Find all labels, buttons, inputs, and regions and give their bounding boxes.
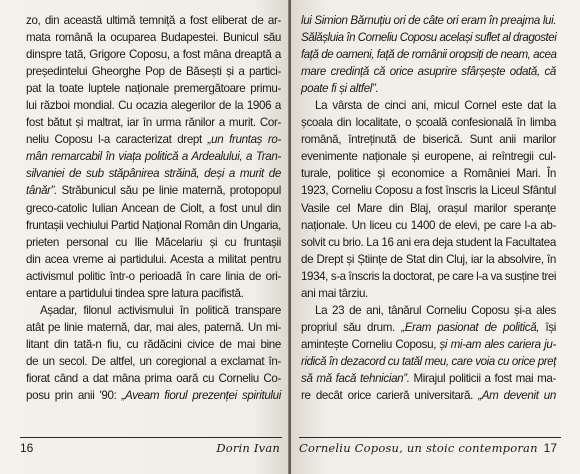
text-line <box>26 114 281 131</box>
text-line <box>301 336 556 353</box>
text-line <box>301 97 556 114</box>
text-line <box>26 370 281 387</box>
text-line <box>301 200 556 217</box>
text-run: 1923, Corneliu Coposu a fost înscris la Liceul Sfântul <box>301 184 556 198</box>
text-line <box>26 12 281 29</box>
text-run: La vârsta de cinci ani, micul Cornel este dat la <box>315 99 556 113</box>
italic-quote: „Eram pasionat de politică, <box>401 320 540 334</box>
text-line <box>301 182 556 199</box>
italic-quote: Sălășluia în Corneliu Coposu același suflet al dragostei <box>301 31 557 45</box>
text-line <box>301 46 556 63</box>
text-run: Vasile cel Mare din Blaj, orașul marilor speranțe <box>301 201 556 215</box>
text-line <box>26 165 281 182</box>
right-page-text <box>301 12 556 404</box>
text-line <box>301 217 556 234</box>
text-run: amintește Corneliu Coposu, <box>301 337 440 351</box>
text-line <box>26 63 281 80</box>
text-line <box>26 200 281 217</box>
page-number: 17 <box>543 441 557 455</box>
text-run: fiorat când a dat mâna prima oară cu Corneliu Co- <box>26 371 281 385</box>
text-run: atât pe linie maternă, dar, mai ales, paternă. Un mi- <box>26 320 281 334</box>
text-line <box>26 387 281 404</box>
text-line <box>301 387 556 404</box>
italic-quote: față de oameni, față de românii oropsiți de neam, acea <box>301 48 557 62</box>
italic-quote: „un fruntaș ro- <box>207 133 281 147</box>
text-line <box>26 131 281 148</box>
right-page <box>291 0 580 474</box>
text-line <box>26 148 281 165</box>
text-run: La 23 de ani, tânărul Corneliu Coposu și-a ales <box>315 303 556 317</box>
text-line <box>26 234 281 251</box>
text-run: școala din localitate, o școală confesională în limba <box>301 116 556 130</box>
text-line <box>301 285 556 302</box>
right-page-footer <box>299 437 561 458</box>
text-line <box>26 251 281 268</box>
text-run: lui război mondial. Cu ocazia alegerilor de la 1906 a <box>26 99 281 113</box>
italic-quote: „Aveam fiorul prezenței spiritului <box>121 389 281 403</box>
left-page-text <box>26 12 281 404</box>
text-line <box>26 29 281 46</box>
left-page <box>0 0 289 474</box>
italic-quote: lui Simion Bărnuțiu ori de câte ori eram în preajma lui. <box>301 14 557 27</box>
text-line <box>26 336 281 353</box>
text-line <box>26 268 281 285</box>
text-line <box>301 251 556 268</box>
text-line <box>301 131 556 148</box>
text-run: președintelui Gheorghe Pop de Băsești și a partici- <box>26 65 281 79</box>
text-line <box>301 29 556 46</box>
text-run: 1934, s-a înscris la doctorat, pe care l-a va susține trei <box>301 269 557 283</box>
text-run: de Drept și Științe de Stat din Cluj, iar la absolvire, în <box>301 252 556 266</box>
text-line <box>301 114 556 131</box>
text-line <box>301 319 556 336</box>
text-run: turale, politice și economice a României Mari. În <box>301 167 556 181</box>
text-run: fost bătut și maltrat, iar în urma rănilor a murit. Cor- <box>26 116 281 130</box>
text-line <box>301 63 556 80</box>
text-run: prieten personal cu Ilie Măcelariu și cu fruntașii <box>26 235 281 249</box>
italic-quote: mân remarcabil în viața politică a Ardealului, a Tran- <box>26 150 281 164</box>
text-line <box>301 268 556 285</box>
text-run: greco-catolic Iulian Ancean de Ciolt, a fost unul din <box>26 201 281 215</box>
page-number: 16 <box>20 441 34 455</box>
text-line <box>301 80 556 97</box>
text-line <box>26 97 281 114</box>
text-run: neliu Coposu l-a caracterizat drept <box>26 133 208 147</box>
text-run: de un secol. De altfel, un coregional a exclamat în- <box>26 354 281 368</box>
text-line <box>301 148 556 165</box>
italic-quote: ridică în dezacord cu tatăl meu, care voia cu orice preț <box>301 354 556 368</box>
text-run: propriul său drum. <box>301 320 402 334</box>
text-run: entare a partidului tindea spre latura pacifistă. <box>26 286 244 300</box>
italic-quote: și mi-am ales cariera ju- <box>439 337 556 351</box>
text-line <box>301 353 556 370</box>
text-run: mata română la ocuparea Budapestei. Bunicul său <box>26 31 281 45</box>
text-run: Străbunicul său pe linie maternă, protopopul <box>57 184 281 198</box>
text-run: evenimente naționale și europene, ai reîntregii cul- <box>301 150 556 164</box>
italic-quote: „Am devenit un <box>478 389 557 403</box>
text-line <box>26 182 281 199</box>
italic-quote: mare credință că orice asuprire sfârșește odată, că <box>301 65 556 79</box>
text-run: Mirajul politicii a fost mai ma- <box>409 371 557 385</box>
text-run: zo, din această ultimă temniță a fost eliberat de ar- <box>26 14 281 27</box>
text-line <box>301 302 556 319</box>
running-head-title: Corneliu Coposu, un stoic contemporan <box>299 441 538 455</box>
text-line <box>26 285 281 302</box>
text-line <box>26 319 281 336</box>
text-line <box>301 12 556 29</box>
italic-quote: să mă facă tehnician”. <box>301 371 410 385</box>
text-run: ani mai târziu. <box>301 286 368 300</box>
text-line <box>26 217 281 234</box>
text-run: activismul politic într-o perioadă în care linia de ori- <box>26 269 281 283</box>
text-run: română, întreținută de biserică. Sunt anii marilor <box>301 133 556 147</box>
text-run: solvit cu brio. La 16 ani era deja student la Facultatea <box>301 235 556 249</box>
text-line <box>301 234 556 251</box>
text-line <box>301 370 556 387</box>
text-run: din acea vreme ai partidului. Acesta a militat pentru <box>26 252 281 266</box>
text-run: posu prin anii '90: <box>26 389 122 403</box>
text-run: litant din tată-n fiu, cu rădăcini civice de mai bine <box>26 337 281 351</box>
text-line <box>26 80 281 97</box>
text-run: re decât orice carieră universitară. <box>301 389 479 403</box>
text-run: dinspre tată, Grigore Coposu, a fost mâna dreaptă a <box>26 48 281 62</box>
text-run: Așadar, filonul activismului în politică transpare <box>40 303 281 317</box>
text-line <box>26 353 281 370</box>
text-run: pat la toate luptele naționale premergătoare primu- <box>26 82 281 96</box>
text-line <box>26 46 281 63</box>
text-line <box>26 302 281 319</box>
running-head-author: Dorin Ivan <box>216 441 280 455</box>
text-run: naționale. Un liceu cu 1400 de elevi, pe care l-a ab- <box>301 218 556 232</box>
text-line <box>301 165 556 182</box>
italic-quote: silvaniei de sub stăpânirea străină, deși a murit de <box>26 167 281 181</box>
left-page-footer <box>20 437 282 458</box>
text-run: își <box>539 320 556 334</box>
italic-quote: tânăr”. <box>26 184 58 198</box>
italic-quote: poate fi și altfel”. <box>301 82 379 96</box>
text-run: fruntașii vechiului Partid Național Român din Ungaria, <box>26 218 281 232</box>
